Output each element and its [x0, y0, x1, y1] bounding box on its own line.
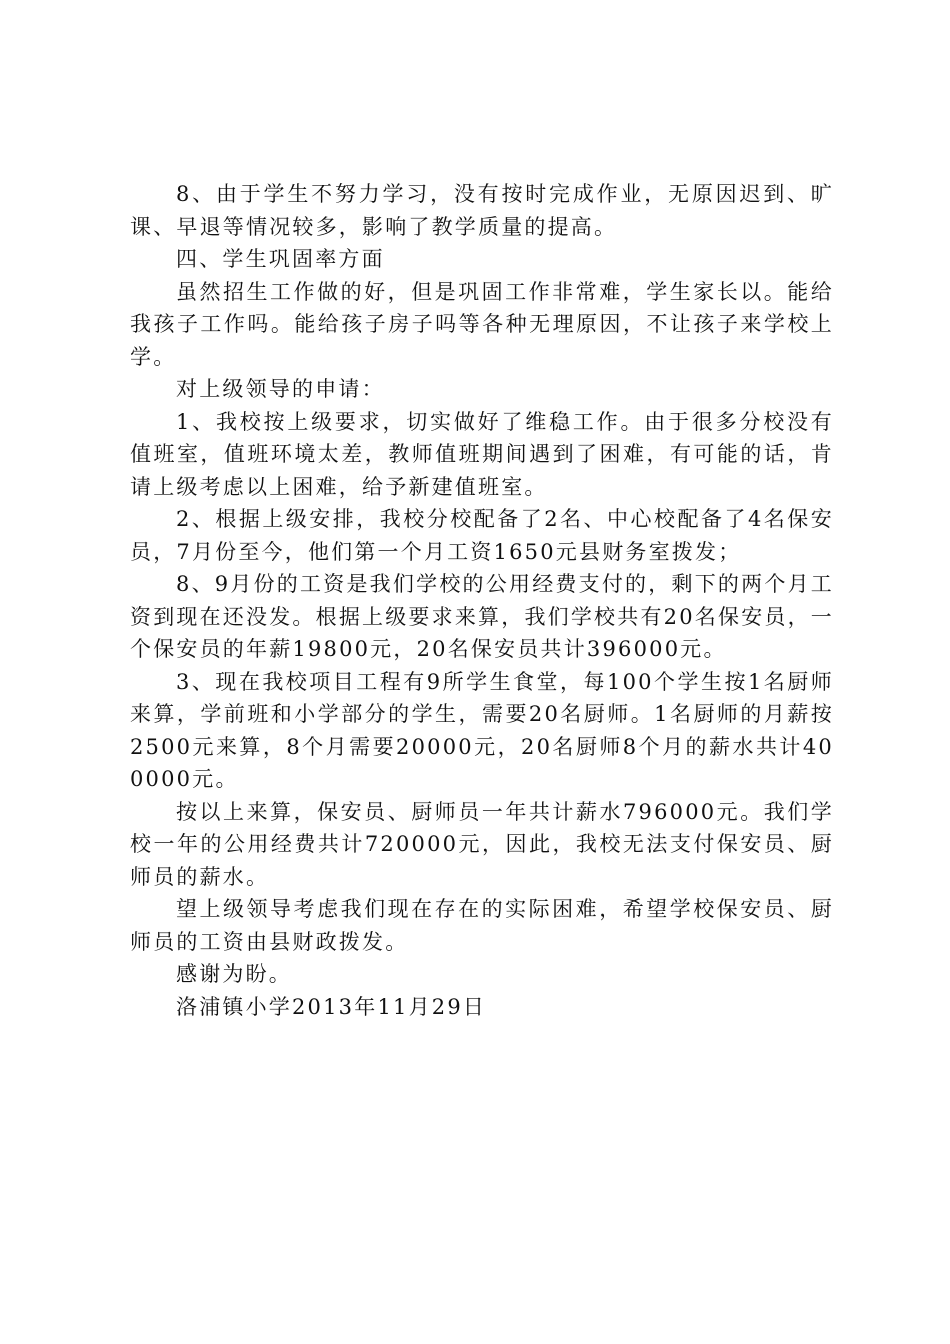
paragraph-cooks: 3、现在我校项目工程有9所学生食堂，每100个学生按1名厨师来算，学前班和小学部分的学生，需要20名厨师。1名厨师的月薪按2500元来算，8个月需要20000元，20名厨师8个月的薪水共计400000元。	[130, 669, 834, 791]
closing-thanks: 感谢为盼。	[176, 962, 292, 986]
signature-date: 洛浦镇小学2013年11月29日	[176, 994, 487, 1019]
paragraph-duty-room: 1、我校按上级要求，切实做好了维稳工作。由于很多分校没有值班室，值班环境太差，教师值班期间遇到了困难，有可能的话，肯请上级考虑以上困难，给予新建值班室。	[130, 409, 834, 499]
paragraph-security-staff: 2、根据上级安排，我校分校配备了2名、中心校配备了4名保安员，7月份至今，他们第一个月工资1650元县财务室拨发；	[130, 507, 834, 564]
document-body	[130, 178, 834, 1023]
paragraph-request: 望上级领导考虑我们现在存在的实际困难，希望学校保安员、厨师员的工资由县财政拨发。	[130, 897, 834, 954]
paragraph-total-cost: 按以上来算，保安员、厨师员一年共计薪水796000元。我们学校一年的公用经费共计720000元，因此，我校无法支付保安员、厨师员的薪水。	[130, 799, 834, 889]
paragraph-late-absence: 8、由于学生不努力学习，没有按时完成作业，无原因迟到、旷课、早退等情况较多，影响了教学质量的提高。	[130, 182, 834, 239]
section-heading-retention: 四、学生巩固率方面	[176, 247, 385, 271]
paragraph-security-wages: 8、9月份的工资是我们学校的公用经费支付的，剩下的两个月工资到现在还没发。根据上级要求来算，我们学校共有20名保安员，一个保安员的年薪19800元，20名保安员共计396000元。	[130, 572, 834, 661]
section-heading-application: 对上级领导的申请：	[176, 377, 385, 401]
paragraph-retention: 虽然招生工作做的好，但是巩固工作非常难，学生家长以。能给我孩子工作吗。能给孩子房子吗等各种无理原因，不让孩子来学校上学。	[130, 279, 834, 369]
